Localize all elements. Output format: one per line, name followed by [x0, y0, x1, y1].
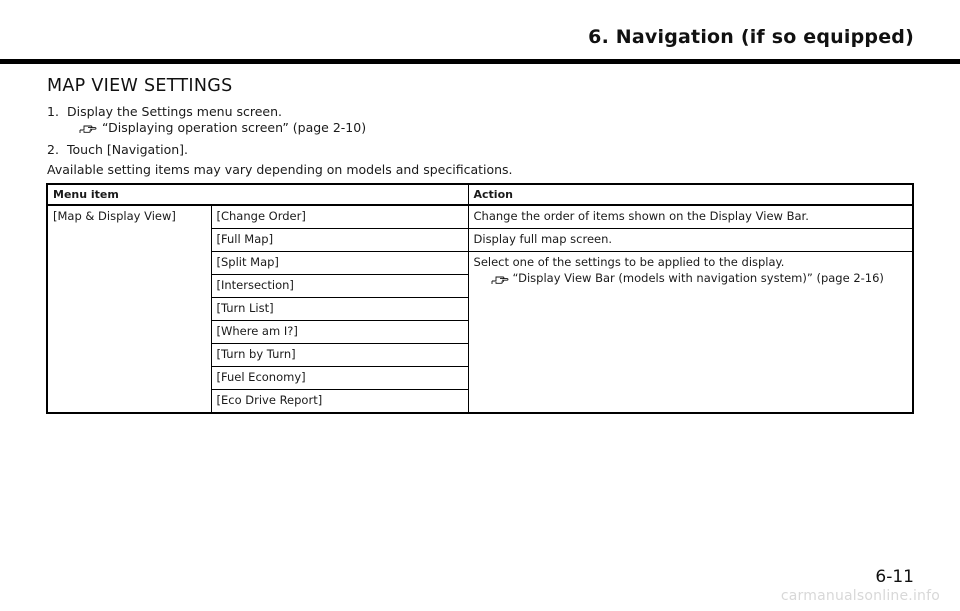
step-number: 1.: [47, 104, 59, 119]
step-1-reference[interactable]: [78, 120, 366, 135]
menu-item-change-order: [Change Order]: [211, 205, 468, 229]
pointing-hand-icon: [78, 121, 100, 135]
step-number: 2.: [47, 142, 59, 157]
header-action: Action: [468, 184, 913, 205]
step-text: Touch [Navigation].: [67, 142, 188, 157]
pointing-hand-icon: [490, 272, 512, 286]
menu-item-full-map: [Full Map]: [211, 229, 468, 252]
menu-item-eco-drive-report: [Eco Drive Report]: [211, 390, 468, 414]
header-rule: [0, 59, 960, 64]
menu-item-turn-list: [Turn List]: [211, 298, 468, 321]
menu-item-intersection: [Intersection]: [211, 275, 468, 298]
table-header-row: [47, 184, 913, 205]
display-view-bar-reference[interactable]: [490, 271, 908, 286]
action-change-order: Change the order of items shown on the Display View Bar.: [468, 205, 913, 229]
reference-text: “Display View Bar (models with navigation system)” (page 2-16): [512, 271, 884, 285]
step-text: Display the Settings menu screen.: [67, 104, 282, 119]
action-full-map: Display full map screen.: [468, 229, 913, 252]
action-text: Select one of the settings to be applied to the display.: [473, 255, 785, 269]
availability-note: Available setting items may vary depending on models and specifications.: [47, 162, 513, 177]
menu-item-split-map: [Split Map]: [211, 252, 468, 275]
section-title: MAP VIEW SETTINGS: [47, 76, 233, 96]
step-1: [47, 104, 282, 119]
chapter-title: 6. Navigation (if so equipped): [588, 26, 914, 48]
menu-group-map-display-view: [Map & Display View]: [47, 205, 211, 413]
menu-item-where-am-i: [Where am I?]: [211, 321, 468, 344]
watermark: carmanualsonline.info: [780, 588, 940, 604]
menu-item-fuel-economy: [Fuel Economy]: [211, 367, 468, 390]
step-2: [47, 142, 188, 157]
action-display-view-settings: [468, 252, 913, 414]
page-number: 6-11: [875, 567, 914, 587]
step-1-reference-text: “Displaying operation screen” (page 2-10): [102, 120, 367, 135]
map-view-settings-table: [46, 183, 914, 414]
header-menu-item: Menu item: [47, 184, 468, 205]
table-row: [47, 205, 913, 229]
menu-item-turn-by-turn: [Turn by Turn]: [211, 344, 468, 367]
